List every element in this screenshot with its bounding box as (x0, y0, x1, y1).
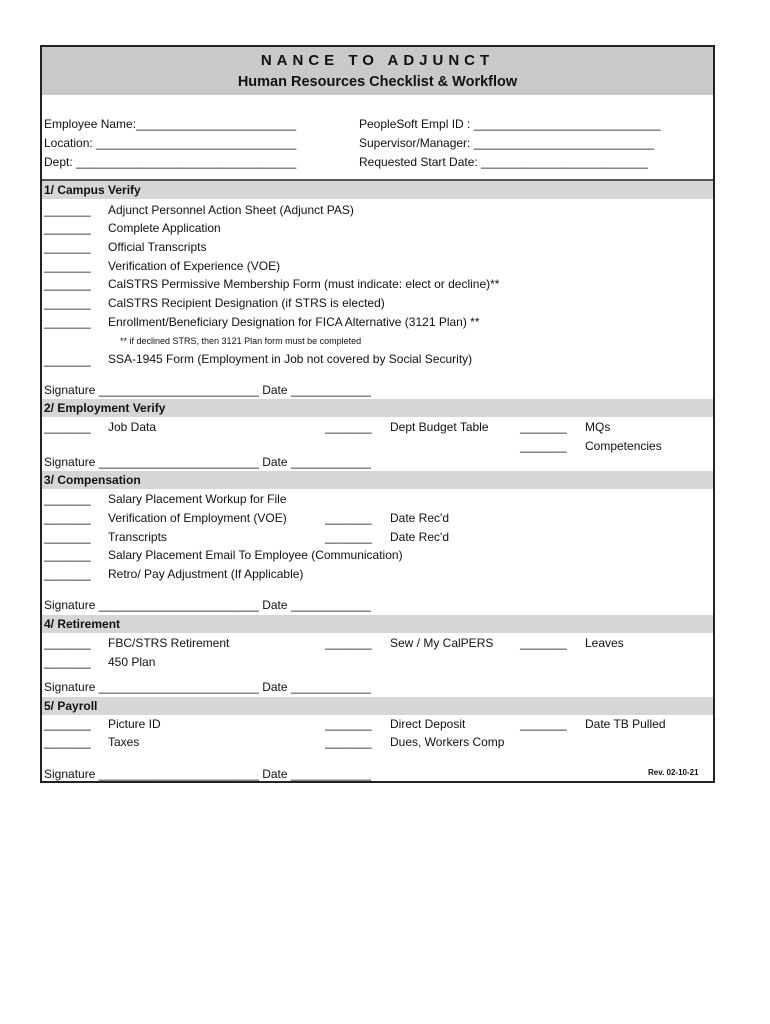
checkbox-blank[interactable]: _______ (325, 530, 372, 544)
item-label: Date Rec'd (390, 530, 449, 544)
section-retirement (42, 615, 713, 633)
checkbox-blank[interactable]: _______ (44, 315, 91, 329)
checkbox-blank[interactable]: _______ (44, 296, 91, 310)
checkbox-blank[interactable]: _______ (44, 567, 91, 581)
item-label: Direct Deposit (390, 717, 466, 731)
section-title: 3/ Compensation (44, 473, 141, 487)
item-label: Leaves (585, 636, 624, 650)
section-employment-verify (42, 399, 713, 417)
supervisor-field[interactable]: Supervisor/Manager: ___________________________ (359, 136, 654, 150)
section-title: 2/ Employment Verify (44, 401, 166, 415)
item-label: Date TB Pulled (585, 717, 666, 731)
dept-field[interactable]: Dept: _________________________________ (44, 155, 297, 169)
checkbox-blank[interactable]: _______ (44, 492, 91, 506)
item-label: Job Data (108, 420, 157, 434)
signature-line-campus[interactable]: Signature ________________________ Date ____________ (44, 383, 371, 397)
section-title: 5/ Payroll (44, 699, 98, 713)
checkbox-blank[interactable]: _______ (44, 717, 91, 731)
checkbox-blank[interactable]: _______ (44, 636, 91, 650)
section-title: 1/ Campus Verify (44, 183, 141, 197)
item-label: Transcripts (108, 530, 167, 544)
item-label: Sew / My CalPERS (390, 636, 494, 650)
item-label: Picture ID (108, 717, 161, 731)
form-header (42, 47, 713, 95)
checkbox-blank[interactable]: _______ (44, 735, 91, 749)
item-label: MQs (585, 420, 611, 434)
section-title: 4/ Retirement (44, 617, 121, 631)
item-label: Complete Application (108, 221, 221, 235)
location-field[interactable]: Location: ______________________________ (44, 136, 297, 150)
revision-label: Rev. 02-10-21 (648, 768, 699, 777)
checkbox-blank[interactable]: _______ (325, 511, 372, 525)
checkbox-blank[interactable]: _______ (44, 203, 91, 217)
checkbox-blank[interactable]: _______ (325, 717, 372, 731)
item-label: Enrollment/Beneficiary Designation for FICA Alternative (3121 Plan) ** (108, 315, 480, 329)
checkbox-blank[interactable]: _______ (44, 259, 91, 273)
item-label: Competencies (585, 439, 662, 453)
item-label: Date Rec'd (390, 511, 449, 525)
item-label: Verification of Experience (VOE) (108, 259, 281, 273)
item-label: Salary Placement Workup for File (108, 492, 287, 506)
checkbox-blank[interactable]: _______ (520, 717, 567, 731)
item-label: Salary Placement Email To Employee (Communication) (108, 548, 403, 562)
section-payroll (42, 697, 713, 715)
checkbox-blank[interactable]: _______ (44, 240, 91, 254)
hr-checklist-form (40, 45, 715, 783)
signature-line-payroll[interactable]: Signature ________________________ Date ____________ (44, 767, 371, 781)
checkbox-blank[interactable]: _______ (44, 511, 91, 525)
checkbox-blank[interactable]: _______ (44, 548, 91, 562)
checkbox-blank[interactable]: _______ (520, 636, 567, 650)
checkbox-blank[interactable]: _______ (325, 420, 372, 434)
item-label: SSA-1945 Form (Employment in Job not covered by Social Security) (108, 352, 473, 366)
section-compensation (42, 471, 713, 489)
checkbox-blank[interactable]: _______ (44, 353, 91, 367)
item-label: Dues, Workers Comp (390, 735, 505, 749)
item-label: 450 Plan (108, 655, 156, 669)
form-subtitle: Human Resources Checklist & Workflow (237, 74, 518, 90)
checkbox-blank[interactable]: _______ (44, 277, 91, 291)
checkbox-blank[interactable]: _______ (520, 420, 567, 434)
item-label: Retro/ Pay Adjustment (If Applicable) (108, 567, 304, 581)
item-label: Adjunct Personnel Action Sheet (Adjunct PAS) (108, 203, 354, 217)
item-label: FBC/STRS Retirement (108, 636, 230, 650)
section-campus-verify (42, 179, 713, 199)
checkbox-blank[interactable]: _______ (44, 420, 91, 434)
empl-id-field[interactable]: PeopleSoft Empl ID : ____________________________ (359, 117, 661, 131)
checkbox-blank[interactable]: _______ (44, 221, 91, 235)
signature-line-retirement[interactable]: Signature ________________________ Date ____________ (44, 680, 371, 694)
checkbox-blank[interactable]: _______ (325, 636, 372, 650)
item-label: CalSTRS Recipient Designation (if STRS is elected) (108, 296, 385, 310)
checkbox-blank[interactable]: _______ (44, 655, 91, 669)
employee-name-field[interactable]: Employee Name:________________________ (44, 117, 297, 131)
signature-line-employment[interactable]: Signature ________________________ Date ____________ (44, 455, 371, 469)
item-label: CalSTRS Permissive Membership Form (must indicate: elect or decline)** (108, 277, 500, 291)
signature-line-compensation[interactable]: Signature ________________________ Date ____________ (44, 598, 371, 612)
checkbox-blank[interactable]: _______ (44, 530, 91, 544)
campus-note: ** if declined STRS, then 3121 Plan form must be completed (120, 336, 362, 346)
checkbox-blank[interactable]: _______ (325, 735, 372, 749)
item-label: Official Transcripts (108, 240, 207, 254)
checkbox-blank[interactable]: _______ (520, 439, 567, 453)
form-title: NANCE TO ADJUNCT (260, 52, 495, 69)
item-label: Dept Budget Table (390, 420, 489, 434)
item-label: Taxes (108, 735, 140, 749)
start-date-field[interactable]: Requested Start Date: _________________________ (359, 155, 648, 169)
item-label: Verification of Employment (VOE) (108, 511, 287, 525)
